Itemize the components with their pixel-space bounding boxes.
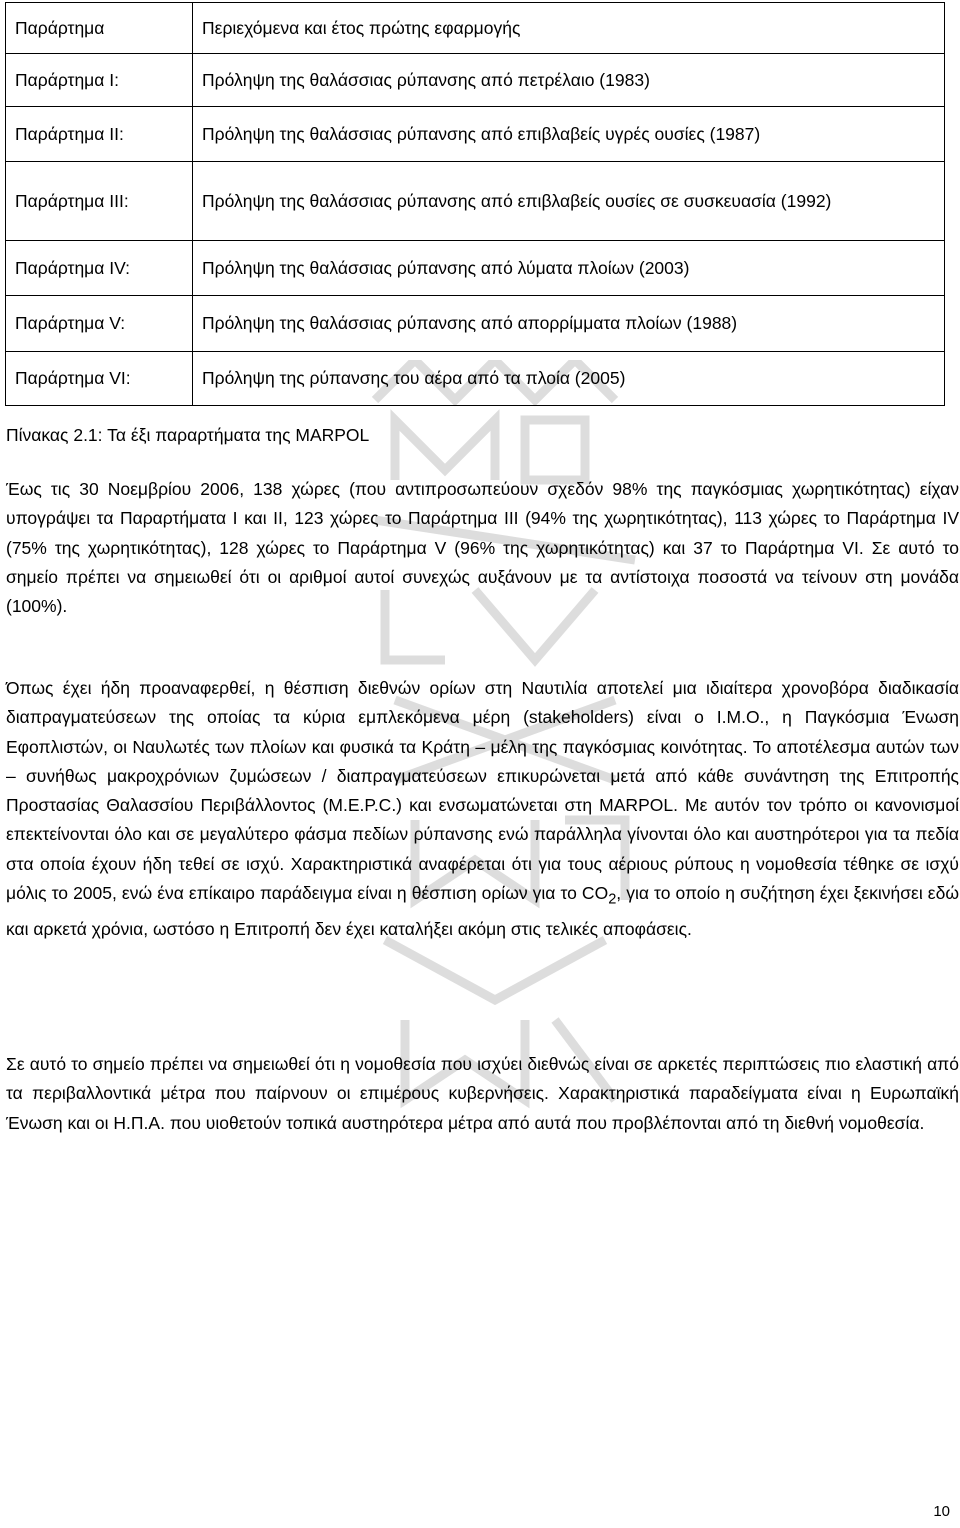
annex-cell: Παράρτημα III: — [6, 162, 193, 241]
content-cell: Πρόληψη της ρύπανσης του αέρα από τα πλοία (2005) — [193, 352, 945, 406]
annex-cell: Παράρτημα VI: — [6, 352, 193, 406]
annex-table — [5, 2, 945, 406]
content-cell: Πρόληψη της θαλάσσιας ρύπανσης από επιβλαβείς υγρές ουσίες (1987) — [193, 107, 945, 162]
annex-cell: Παράρτημα I: — [6, 54, 193, 107]
paragraph-national-legislation: Σε αυτό το σημείο πρέπει να σημειωθεί ότι η νομοθεσία που ισχύει διεθνώς είναι σε αρκετές περιπτώσεις πιο ελαστική από τα περιβαλλοντικά μέτρα που παίρνουν οι επιμέρους κυβερνήσεις. Χαρακτηριστικά παραδείγματα είναι η Ευρωπαϊκή Ένωση και οι Η.Π.Α. που υιοθετούν τοπικά αυστηρότερα μέτρα από αυτά που προβλέπονται από τη διεθνή νομοθεσία. — [6, 1054, 959, 1133]
table-row — [6, 352, 945, 406]
header-content-cell: Περιεχόμενα και έτος πρώτης εφαρμογής — [193, 3, 945, 54]
annex-cell: Παράρτημα V: — [6, 296, 193, 352]
table-row — [6, 54, 945, 107]
paragraph-negotiations-text-end: , για το οποίο η συζήτηση έχει ξεκινήσει εδώ και αρκετά χρόνια, ωστόσο η Επιτροπή δεν έχει καταλήξει ακόμη στις τελικές αποφάσεις. — [6, 883, 959, 939]
co2-subscript: 2 — [608, 891, 617, 908]
annex-cell: Παράρτημα II: — [6, 107, 193, 162]
paragraph-signatories: Έως τις 30 Νοεμβρίου 2006, 138 χώρες (που αντιπροσωπεύουν σχεδόν 98% της παγκόσμιας χωρητικότητας) είχαν υπογράψει τα Παραρτήματα I και II, 123 χώρες το Παράρτημα III (94% της χωρητικότητας), 113 χώρες το Παράρτημα IV (75% της χωρητικότητας), 128 χώρες το Παράρτημα V (96% της χωρητικότητας) και 37 το Παράρτημα VI. Σε αυτό το σημείο πρέπει να σημειωθεί ότι οι αριθμοί αυτοί συνεχώς αυξάνουν με τα αντίστοιχα ποσοστά να τείνουν στη μονάδα (100%). — [6, 479, 959, 617]
table-row — [6, 296, 945, 352]
paragraph-negotiations-text: Όπως έχει ήδη προαναφερθεί, η θέσπιση διεθνών ορίων στη Ναυτιλία αποτελεί μια ιδιαίτερα χρονοβόρα διαδικασία διαπραγματεύσεων της οποίας τα κύρια εμπλεκόμενα μέρη (stakeholders) είναι ο I.M.O., η Παγκόσμια Ένωση Εφοπλιστών, οι Ναυλωτές των πλοίων και φυσικά τα Κράτη – μέλη της παγκόσμιας κοινότητας. Το αποτέλεσμα αυτών των – συνήθως μακροχρόνιων ζυμώσεων / διαπραγματεύσεων επικυρώνεται μετά από κάθε συνάντηση της Επιτροπής Προστασίας Θαλασσίου Περιβάλλοντος (M.E.P.C.) και ενσωματώνεται στη MARPOL. Με αυτόν τον τρόπο οι κανονισμοί επεκτείνονται όλο και σε μεγαλύτερο φάσμα πεδίων ρύπανσης ενώ παράλληλα γίνονται όλο και αυστηρότεροι για τα πεδία στα οποία έχουν ήδη τεθεί σε ισχύ. Χαρακτηριστικά αναφέρεται ότι για τους αέριους ρύπους η νομοθεσία τέθηκε σε ισχύ μόλις το 2005, ενώ ένα επίκαιρο παράδειγμα είναι η θέσπιση ορίων για το CO — [6, 678, 959, 904]
annex-cell: Παράρτημα IV: — [6, 241, 193, 296]
content-cell: Πρόληψη της θαλάσσιας ρύπανσης από απορρίμματα πλοίων (1988) — [193, 296, 945, 352]
paragraph-negotiations — [6, 674, 959, 944]
content-cell: Πρόληψη της θαλάσσιας ρύπανσης από επιβλαβείς ουσίες σε συσκευασία (1992) — [193, 162, 945, 241]
table-row — [6, 107, 945, 162]
table-header-row — [6, 3, 945, 54]
table-row — [6, 241, 945, 296]
table-caption: Πίνακας 2.1: Τα έξι παραρτήματα της MARPOL — [6, 425, 370, 445]
page-number: 10 — [933, 1503, 950, 1520]
table-row — [6, 162, 945, 241]
header-annex-cell: Παράρτημα — [6, 3, 193, 54]
content-cell: Πρόληψη της θαλάσσιας ρύπανσης από λύματα πλοίων (2003) — [193, 241, 945, 296]
content-cell: Πρόληψη της θαλάσσιας ρύπανσης από πετρέλαιο (1983) — [193, 54, 945, 107]
